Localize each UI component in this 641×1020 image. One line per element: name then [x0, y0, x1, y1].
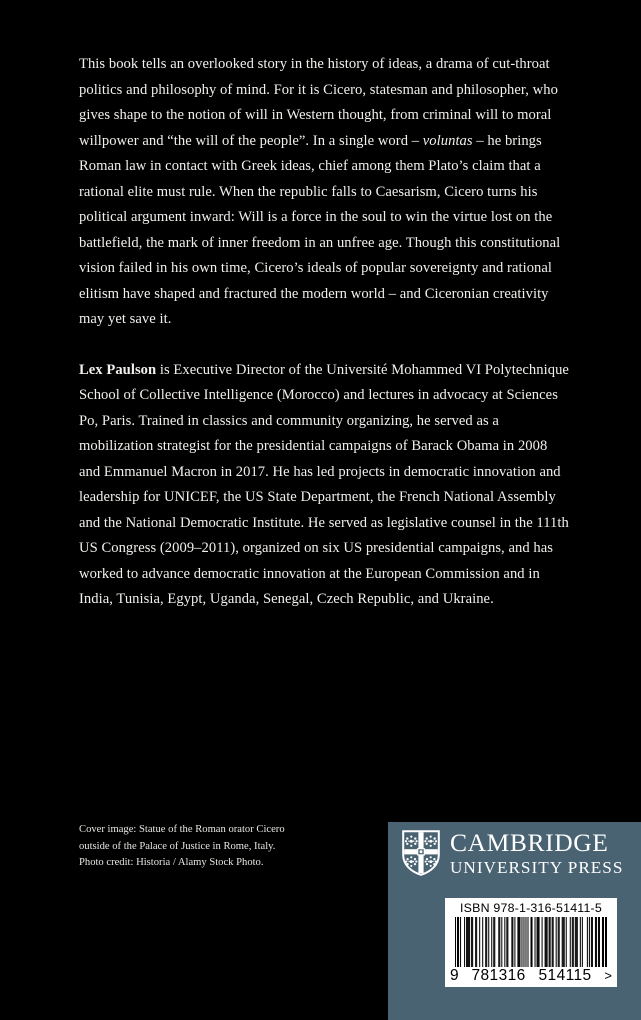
publisher-wordmark — [450, 830, 623, 876]
cambridge-shield-crest-icon — [402, 830, 440, 876]
publisher-name-line-1: CAMBRIDGE — [450, 828, 609, 858]
publisher-name-line-2: UNIVERSITY PRESS — [450, 857, 624, 877]
isbn-label: ISBN 978-1-316-51411-5 — [460, 901, 602, 915]
barcode-digits-right: 514115 — [538, 967, 592, 984]
barcode-caret: > — [604, 968, 612, 983]
credit-line-1: Cover image: Statue of the Roman orator Cicero — [79, 824, 285, 835]
book-description-paragraph — [79, 52, 572, 333]
barcode-digits — [449, 967, 613, 985]
description-text-part-one: This book tells an overlooked story in the history of ideas, a drama of cut-throat politics and philosophy of mind. For it is Cicero, statesman and philosopher, who gives shape to the notion of will in Western thought, from criminal will to moral willpower and “the will of the people”. In a single word – — [79, 56, 558, 149]
author-biography-paragraph — [79, 358, 572, 613]
author-name: Lex Paulson — [79, 361, 157, 378]
isbn-barcode-block — [445, 898, 617, 987]
cover-image-credit — [79, 822, 379, 872]
barcode-digit-lead: 9 — [450, 967, 459, 984]
credit-line-3: Photo credit: Historia / Alamy Stock Photo. — [79, 857, 264, 868]
credit-line-2: outside of the Palace of Justice in Rome, Italy. — [79, 840, 276, 852]
author-bio-text: is Executive Director of the Université Mohammed VI Polytechnique School of Collective Intelligence (Morocco) and lectures in advocacy at Sciences Po, Paris. Trained in classics and community organizing, he served as a mobilization strategist for the presidential campaigns of Barack Obama in 2008 and Emmanuel Macron in 2017. He has led projects in democratic innovation and leadership for UNICEF, the US State Department, the French National Assembly and the National Democratic Institute. He served as legislative counsel in the 111th US Congress (2009–2011), organized on six US presidential campaigns, and has worked to advance democratic innovation at the European Commission and in India, Tunisia, Egypt, Uganda, Senegal, Czech Republic, and Ukraine. — [79, 361, 569, 607]
back-cover-text-column — [79, 52, 572, 638]
barcode-bars-icon — [455, 917, 607, 967]
description-text-part-two: – he brings Roman law in contact with Greek ideas, chief among them Plato’s claim that a rational elite must rule. When the republic falls to Caesarism, Cicero turns his political argument inward: Will is a force in the soul to win the virtue lost on the battlefield, the mark of inner freedom in an unfree age. Though this constitutional vision failed in his own time, Cicero’s ideals of popular sovereignty and rational elitism have shaped and fractured the modern world – and Ciceronian creativity may yet save it. — [79, 132, 561, 327]
latin-term-voluntas: voluntas — [422, 132, 473, 149]
cambridge-university-press-logo — [402, 830, 623, 876]
barcode-digits-middle: 781316 — [471, 967, 526, 984]
publisher-panel — [388, 822, 641, 1020]
